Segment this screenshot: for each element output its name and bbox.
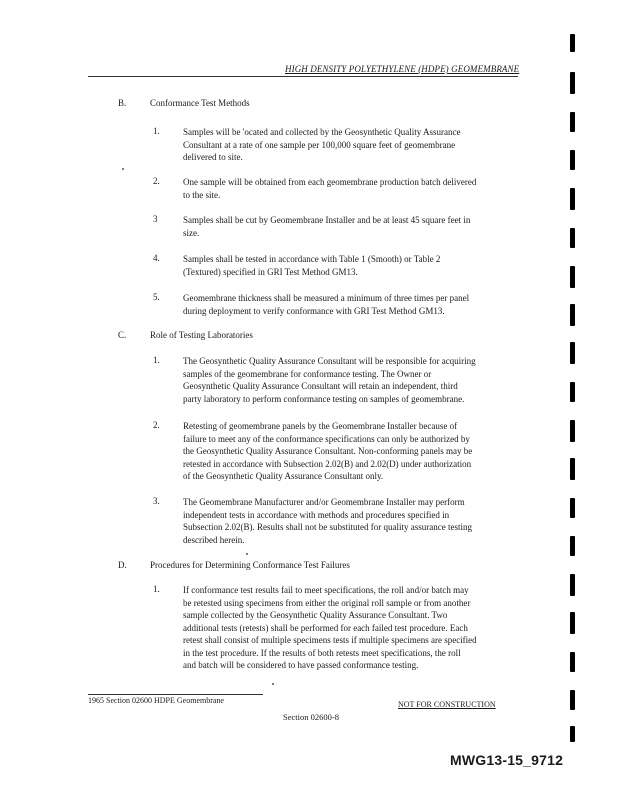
scan-mark [570,612,575,634]
section-b-letter: B. [118,98,127,108]
section-d-letter: D. [118,560,127,570]
section-c-heading: Role of Testing Laboratories [150,330,253,340]
section-b-item-1-number: 1. [153,126,160,136]
section-c-item-3-text: The Geomembrane Manufacturer and/or Geomembrane Installer may perform independent tests in accordance with methods and procedures specified in Subsection 2.02(B). Results shall not be substituted for quality assurance testing described herein. [183,497,472,545]
section-b-item-3-number: 3 [153,214,158,224]
header-rule [88,76,518,77]
section-b-item-4-text: Samples shall be tested in accordance with Table 1 (Smooth) or Table 2 (Textured) specified in GRI Test Method GM13. [183,254,441,277]
section-c-item-2-number: 2. [153,420,160,430]
scan-mark [570,304,575,326]
section-c-item-2-text: Retesting of geomembrane panels by the Geomembrane Installer because of failure to meet any of the conformance specifications can only be authorized by the Geosynthetic Quality Assurance Consultant. Non-conforming panels may be retested in accordance with Subsection 2.02(B) and 2.02(D) under authorization of the Geosynthetic Quality Assurance Consultant only. [183,421,473,481]
section-b-item-4-number: 4. [153,253,160,263]
section-c-item-1-text: The Geosynthetic Quality Assurance Consultant will be responsible for acquiring samples of the geomembrane for conformance testing. The Owner or Geosynthetic Quality Assurance Consultant will retain an independent, third party laboratory to perform conformance testing on samples of geomembrane. [183,356,476,404]
scan-mark [570,188,575,210]
scan-mark [570,150,575,170]
scan-mark [570,420,575,442]
footer-left-text: 1965 Section 02600 HDPE Geomembrane [88,696,224,705]
footer-right-text: NOT FOR CONSTRUCTION [398,700,496,709]
section-b-item-3-text: Samples shall be cut by Geomembrane Installer and be at least 45 square feet in size. [183,215,471,238]
scan-mark [570,652,575,672]
section-c-letter: C. [118,330,127,340]
section-c-item-3-number: 3. [153,496,160,506]
scan-speck [246,553,248,555]
scan-mark [570,382,575,402]
section-d-heading: Procedures for Determining Conformance Test Failures [150,560,350,570]
scan-mark [570,112,575,132]
scan-mark [570,574,575,596]
section-b-heading: Conformance Test Methods [150,98,250,108]
section-d-item-1-number: 1. [153,584,160,594]
section-c-item-1-number: 1. [153,355,160,365]
scan-mark [570,228,575,248]
scan-mark [570,498,575,518]
footer-left-rule [88,694,263,695]
section-b-item-2-number: 2. [153,176,160,186]
scan-mark [570,34,575,52]
section-b-item-5-number: 5. [153,292,160,302]
scan-mark [570,458,575,480]
section-b-item-2-text: One sample will be obtained from each geomembrane production batch delivered to the site. [183,177,477,200]
section-b-item-1-text: Samples will be 'ocated and collected by the Geosynthetic Quality Assurance Consultant at a rate of one sample per 100,000 square feet of geomembrane delivered to site. [183,127,461,162]
footer-page-number: Section 02600-8 [283,712,339,722]
bates-stamp: MWG13-15_9712 [450,752,564,768]
scan-speck [122,168,124,170]
scan-mark [570,536,575,556]
scan-edge-marks [570,0,582,800]
scan-mark [570,266,575,288]
scan-mark [570,72,575,94]
scan-mark [570,690,575,710]
header-title: HIGH DENSITY POLYETHYLENE (HDPE) GEOMEMBRANE [285,64,520,74]
section-b-item-5-text: Geomembrane thickness shall be measured a minimum of three times per panel during deployment to verify conformance with GRI Test Method GM13. [183,293,470,316]
scan-speck [272,683,274,685]
scan-mark [570,726,575,742]
section-d-item-1-text: If conformance test results fail to meet specifications, the roll and/or batch may be retested using specimens from either the original roll sample or from another sample collected by the Geosynthetic Quality Assurance Consultant. Two additional tests (retests) shall be performed for each failed test procedure. Each retest shall consist of multiple specimens tests if multiple specimens are specified in the test procedure. If the results of both retests meet specifications, the roll and batch will be considered to have passed conformance testing. [183,585,477,670]
scan-mark [570,342,575,364]
